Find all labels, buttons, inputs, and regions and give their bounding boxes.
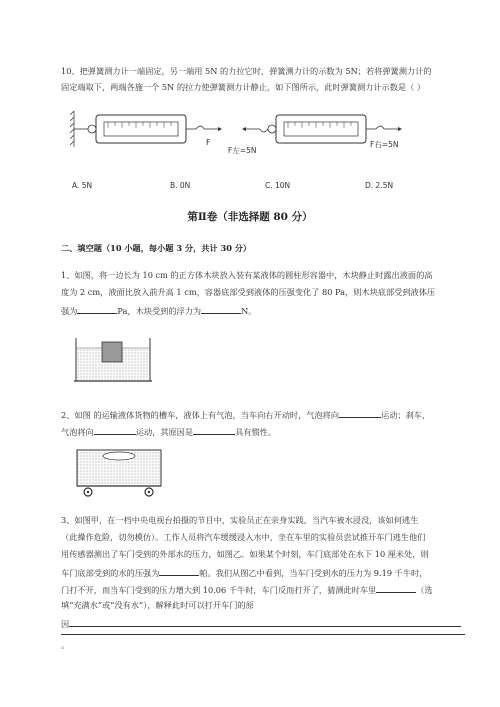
q3-text-part4a: 车门底部受到的水的压强为 [61, 568, 160, 578]
q2-answer-blank-2[interactable] [94, 425, 136, 435]
spring-scale-right [242, 115, 402, 143]
q1-answer-blank-buoyancy[interactable] [201, 304, 241, 314]
q1-text-line3 [61, 304, 256, 317]
spring-scale-left [74, 115, 222, 143]
q3-answer-blank-pressure[interactable] [159, 566, 199, 576]
q3-text-line3: 用传感器测出了车门受到的外部水的压力，如图乙。如果某个时刻，车门底部处在水下 10 厘米处，则 [61, 549, 429, 559]
q2-text-line2 [61, 425, 276, 438]
force-label-f: F [206, 138, 211, 147]
q3-answer-blank-water[interactable] [376, 583, 416, 593]
wooden-block [102, 342, 122, 362]
section-heading-fill-in: 二、填空题（10 小题，每小题 3 分，共计 30 分） [61, 243, 252, 253]
q2-answer-blank-3[interactable] [193, 425, 235, 435]
q3-text-line4 [61, 566, 427, 579]
q10-option-b: B. 0N [170, 181, 191, 190]
air-bubble [103, 452, 135, 460]
q3-text-line1: 3、如图甲，在一档中央电视台拍摄的节目中，实验员正在亲身实践，当汽车被水浸没，该如何逃生 [61, 515, 419, 525]
spring-scale-figure [70, 105, 410, 155]
q1-text-before-blank1: 强为 [61, 306, 78, 316]
q1-text-after-blank2: N。 [241, 306, 257, 316]
q2-text-part3: 气泡将向 [61, 427, 94, 437]
wall-hatching [70, 111, 74, 147]
part2-title: 第Ⅱ卷（非选择题 80 分） [187, 211, 313, 223]
q3-text-part4b: 帕。我们从图乙中看到，当车门受到水的压力为 9.19 千牛时， [199, 568, 428, 578]
q2-text-part5: 具有惯性。 [235, 427, 277, 437]
q10-option-c: C. 10N [265, 181, 291, 190]
q3-text-line8: 。 [61, 640, 70, 650]
force-label-right: F右=5N [370, 140, 399, 149]
q10-option-d: D. 2.5N [365, 181, 394, 190]
q2-text-line1 [61, 408, 430, 421]
q1-answer-blank-pressure[interactable] [77, 304, 117, 314]
q3-text-line5 [61, 583, 433, 596]
q1-text-between-blanks: Pa，木块受到的浮力为 [117, 306, 202, 316]
q2-text-part2: 运动；刹车， [381, 410, 431, 420]
q3-text-part5a: 门打不开，而当车门受到的压力增大到 10.06 千牛时，车门反而打开了，猜测此时车里 [61, 585, 377, 595]
q3-text-part5b: （选 [416, 585, 433, 595]
q1-text-line1: 1、如图，将一边长为 10 cm 的正方体木块放入装有某液体的圆柱形容器中，木块静止时露出液面的高 [61, 270, 433, 280]
container-block-figure [74, 334, 154, 384]
q3-answer-line-reason-continued[interactable] [61, 625, 465, 635]
q3-text-part7a: 因 [61, 619, 70, 629]
force-label-left: F左=5N [228, 146, 257, 155]
q10-option-a: A. 5N [72, 181, 93, 190]
q1-text-line2: 度为 2 cm，液面比放入前升高 1 cm，容器底部受到液体的压强变化了 80 Pa，则木块底部受到液体压 [61, 287, 436, 297]
q2-answer-blank-1[interactable] [339, 408, 381, 418]
tank-truck-figure [74, 446, 164, 498]
q3-text-line2: （此操作危险，切勿模仿）。工作人员将汽车缓缓浸入水中，坐在车里的实验员尝试推开车门逃生他们 [61, 532, 426, 542]
q10-text-line1: 10、把弹簧测力计一端固定，另一端用 5N 的力拉它时，弹簧测力计的示数为 5N；若将弹簧测力计的 [61, 66, 432, 76]
q10-text-line2: 固定端取下，两端各施一个 5N 的拉力使弹簧测力计静止，如下图所示，此时弹簧测力计示数是（ ） [61, 82, 426, 92]
q2-text-part4: 运动，其原因是 [135, 427, 194, 437]
q2-text-part1: 2、如图 的运输液体货物的槽车，液体上有气泡，当车向右开动时，气泡将向 [61, 410, 340, 420]
q3-text-line6: 填“充满水”或“没有水”），解释此时可以打开车门的原 [61, 600, 254, 610]
